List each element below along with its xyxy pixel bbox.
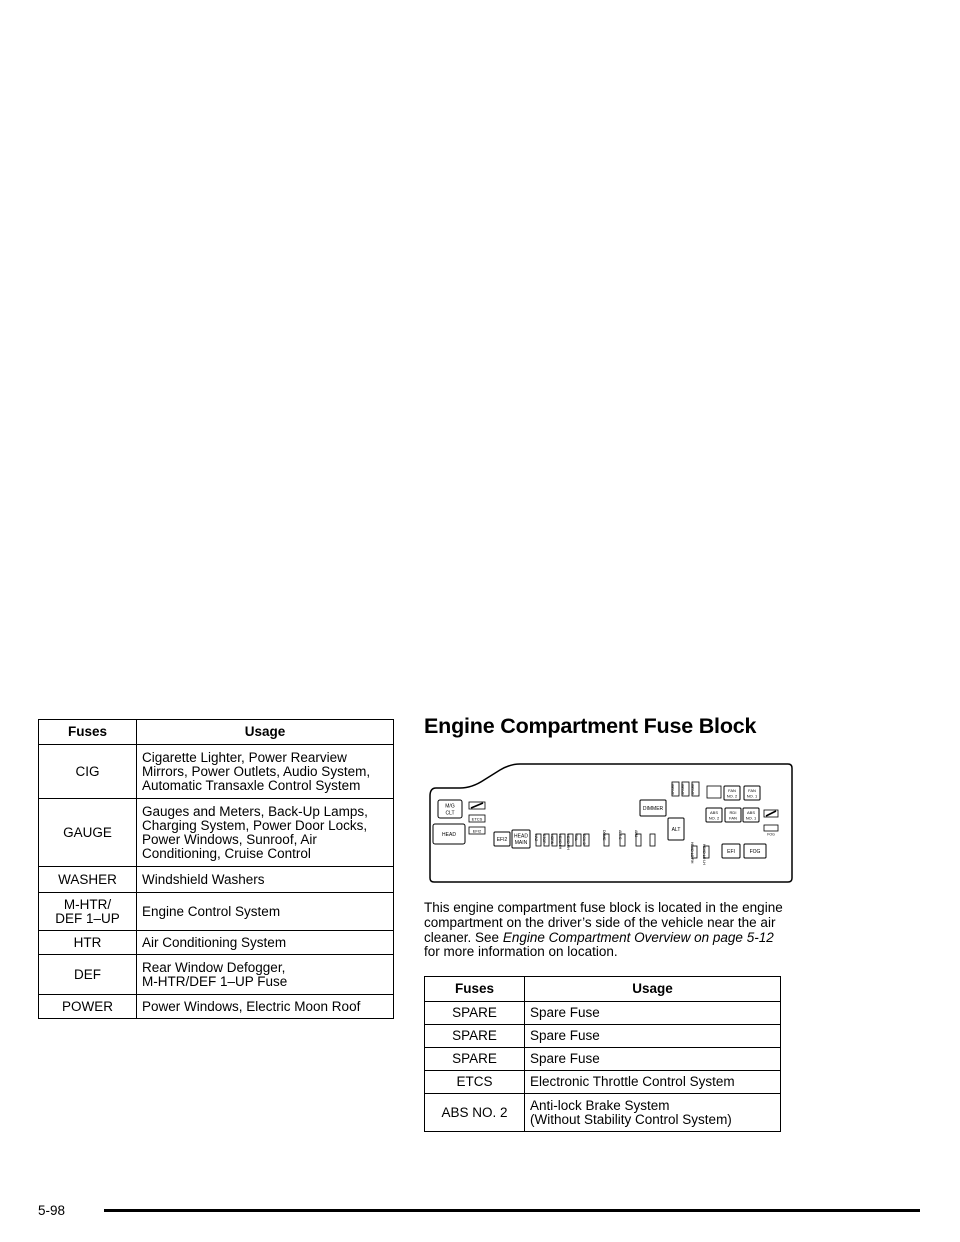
mini-fuse-label: HEAD LO LH (702, 844, 706, 865)
mini-fuse-label: TAIL (574, 834, 578, 842)
fuse-usage-cell: Cigarette Lighter, Power Rearview Mirrors, Power Outlets, Audio System, Automatic Transaxle Control System (137, 745, 394, 799)
fuse-label-abs-no1-2: NO. 1 (745, 815, 757, 821)
fuse-label-fog: FOG (749, 849, 761, 855)
fuse-label-rdi-fan-2: FAN (729, 815, 737, 821)
spare-fuse-label: SPARE (671, 783, 675, 795)
fuse-usage-table-left (38, 719, 394, 1019)
paragraph-text: This engine compartment fuse block is located in the engine compartment on the driver’s side of the vehicle near the air cleaner. See (424, 900, 783, 945)
mini-fuse-label: DOME (602, 830, 606, 841)
fuse-label-fan-no2-2: NO. 2 (726, 793, 738, 799)
mini-fuse-label: HORN (550, 834, 554, 845)
fuse-usage-cell: Spare Fuse (525, 1002, 781, 1025)
fuse-usage-cell: Power Windows, Electric Moon Roof (137, 995, 394, 1019)
section-heading: Engine Compartment Fuse Block (424, 714, 757, 738)
table-row (39, 799, 394, 867)
fuse-name-cell: ABS NO. 2 (425, 1094, 525, 1132)
fuse-label-abs-no1-1: ABS (746, 810, 756, 815)
fuse-name-cell: ETCS (425, 1071, 525, 1094)
fuse-label-abs-no2-1: ABS (709, 810, 719, 815)
table-row (39, 955, 394, 995)
fuse-block-diagram (424, 760, 794, 886)
fuse-usage-cell: Engine Control System (137, 893, 394, 931)
fuse-name-cell: WASHER (39, 867, 137, 893)
fuse-label-dimmer: DIMMER (642, 806, 664, 812)
table-row (39, 867, 394, 893)
fuse-usage-cell: Spare Fuse (525, 1048, 781, 1071)
column-header-fuses: Fuses (39, 720, 137, 745)
fuse-usage-cell: Electronic Throttle Control System (525, 1071, 781, 1094)
fuse-label-fan-no1-2: NO. 1 (746, 793, 758, 799)
mini-fuse-group-a (534, 834, 589, 850)
table-header-row (425, 977, 781, 1002)
fuse-label-fan-no2-1: FAN (728, 788, 736, 793)
fuse-name-cell: CIG (39, 745, 137, 799)
fuse-name-cell: SPARE (425, 1048, 525, 1071)
table-row (425, 1094, 781, 1132)
fuse-box-fog-small (764, 825, 778, 831)
mini-fuse-label: ECU-B (582, 834, 586, 845)
fuse-label-abs-no2-2: NO. 2 (708, 815, 720, 821)
fuse-name-cell: HTR (39, 931, 137, 955)
footer-rule (104, 1209, 920, 1212)
table-row (39, 931, 394, 955)
column-header-usage: Usage (525, 977, 781, 1002)
mini-fuse-label: HAZ (534, 834, 538, 841)
fuse-label-efi: EFI (727, 849, 735, 855)
fuse-label-fan-no1-1: FAN (748, 788, 756, 793)
mini-fuse-label: AM2 (634, 830, 638, 838)
fuse-block-outline (430, 764, 792, 882)
fuse-name-cell: SPARE (425, 1002, 525, 1025)
fuse-label-fog-small: FOG (767, 832, 775, 837)
fuse-label-head: HEAD (442, 832, 456, 838)
paragraph-text-end: for more information on location. (424, 944, 618, 960)
mini-fuse-label: HEAD LO RH (690, 842, 694, 864)
mini-fuse-label: ALT-S (618, 830, 622, 840)
table-row (39, 893, 394, 931)
fuse-label-efi2: EFI2 (496, 837, 508, 843)
fuse-name-cell: M-HTR/ DEF 1–UP (39, 893, 137, 931)
table-row (425, 1071, 781, 1094)
column-header-fuses: Fuses (425, 977, 525, 1002)
intro-paragraph (424, 901, 784, 960)
mini-fuse-label: HEAD RH (566, 834, 570, 850)
cross-reference: Engine Compartment Overview on page 5-12 (502, 929, 774, 945)
fuse-usage-cell: Windshield Washers (137, 867, 394, 893)
table-row (39, 745, 394, 799)
mini-fuse-group-b (602, 830, 655, 846)
fuse-name-cell: SPARE (425, 1025, 525, 1048)
fuse-slash-mark (471, 803, 483, 808)
table-header-row (39, 720, 394, 745)
spare-fuse-label: SPARE (691, 783, 695, 795)
fuse-box-blank (707, 786, 721, 798)
column-header-usage: Usage (137, 720, 394, 745)
fuse-usage-cell: Air Conditioning System (137, 931, 394, 955)
mini-fuse-label: STOP (542, 834, 546, 844)
table-row (425, 1048, 781, 1071)
fuse-label-mg-clt-2: CLT (445, 810, 455, 817)
table-row (39, 995, 394, 1019)
fuse-usage-cell: Anti-lock Brake System (Without Stability Control System) (525, 1094, 781, 1132)
fuse-usage-cell: Gauges and Meters, Back-Up Lamps, Charging System, Power Door Locks, Power Windows, Sunroof, Air Conditioning, Cruise Control (137, 799, 394, 867)
page-number: 5-98 (38, 1203, 66, 1218)
fuse-slash-mark (766, 811, 776, 816)
table-row (425, 1025, 781, 1048)
fuse-label-head-main-1: HEAD (514, 833, 528, 840)
fuse-name-cell: GAUGE (39, 799, 137, 867)
fuse-usage-cell: Rear Window Defogger, M-HTR/DEF 1–UP Fuse (137, 955, 394, 995)
fuse-label-rdi-fan-1: RDI (729, 810, 737, 815)
fuse-label-etcs: ETCS (471, 816, 483, 822)
mini-fuse (650, 834, 655, 846)
fuse-usage-table-right (424, 976, 781, 1132)
mini-fuse-label: HEAD LH (558, 834, 562, 850)
table-row (425, 1002, 781, 1025)
fuse-label-head-main-2: MAIN (514, 840, 528, 846)
fuse-usage-cell: Spare Fuse (525, 1025, 781, 1048)
spare-fuse-label: SPARE (681, 783, 685, 795)
fuse-name-cell: POWER (39, 995, 137, 1019)
fuse-label-alt: ALT (671, 827, 681, 833)
fuse-name-cell: DEF (39, 955, 137, 995)
fuse-label-efi2-small: EFI2 (472, 828, 482, 834)
fuse-label-mg-clt-1: M/G (445, 803, 455, 810)
